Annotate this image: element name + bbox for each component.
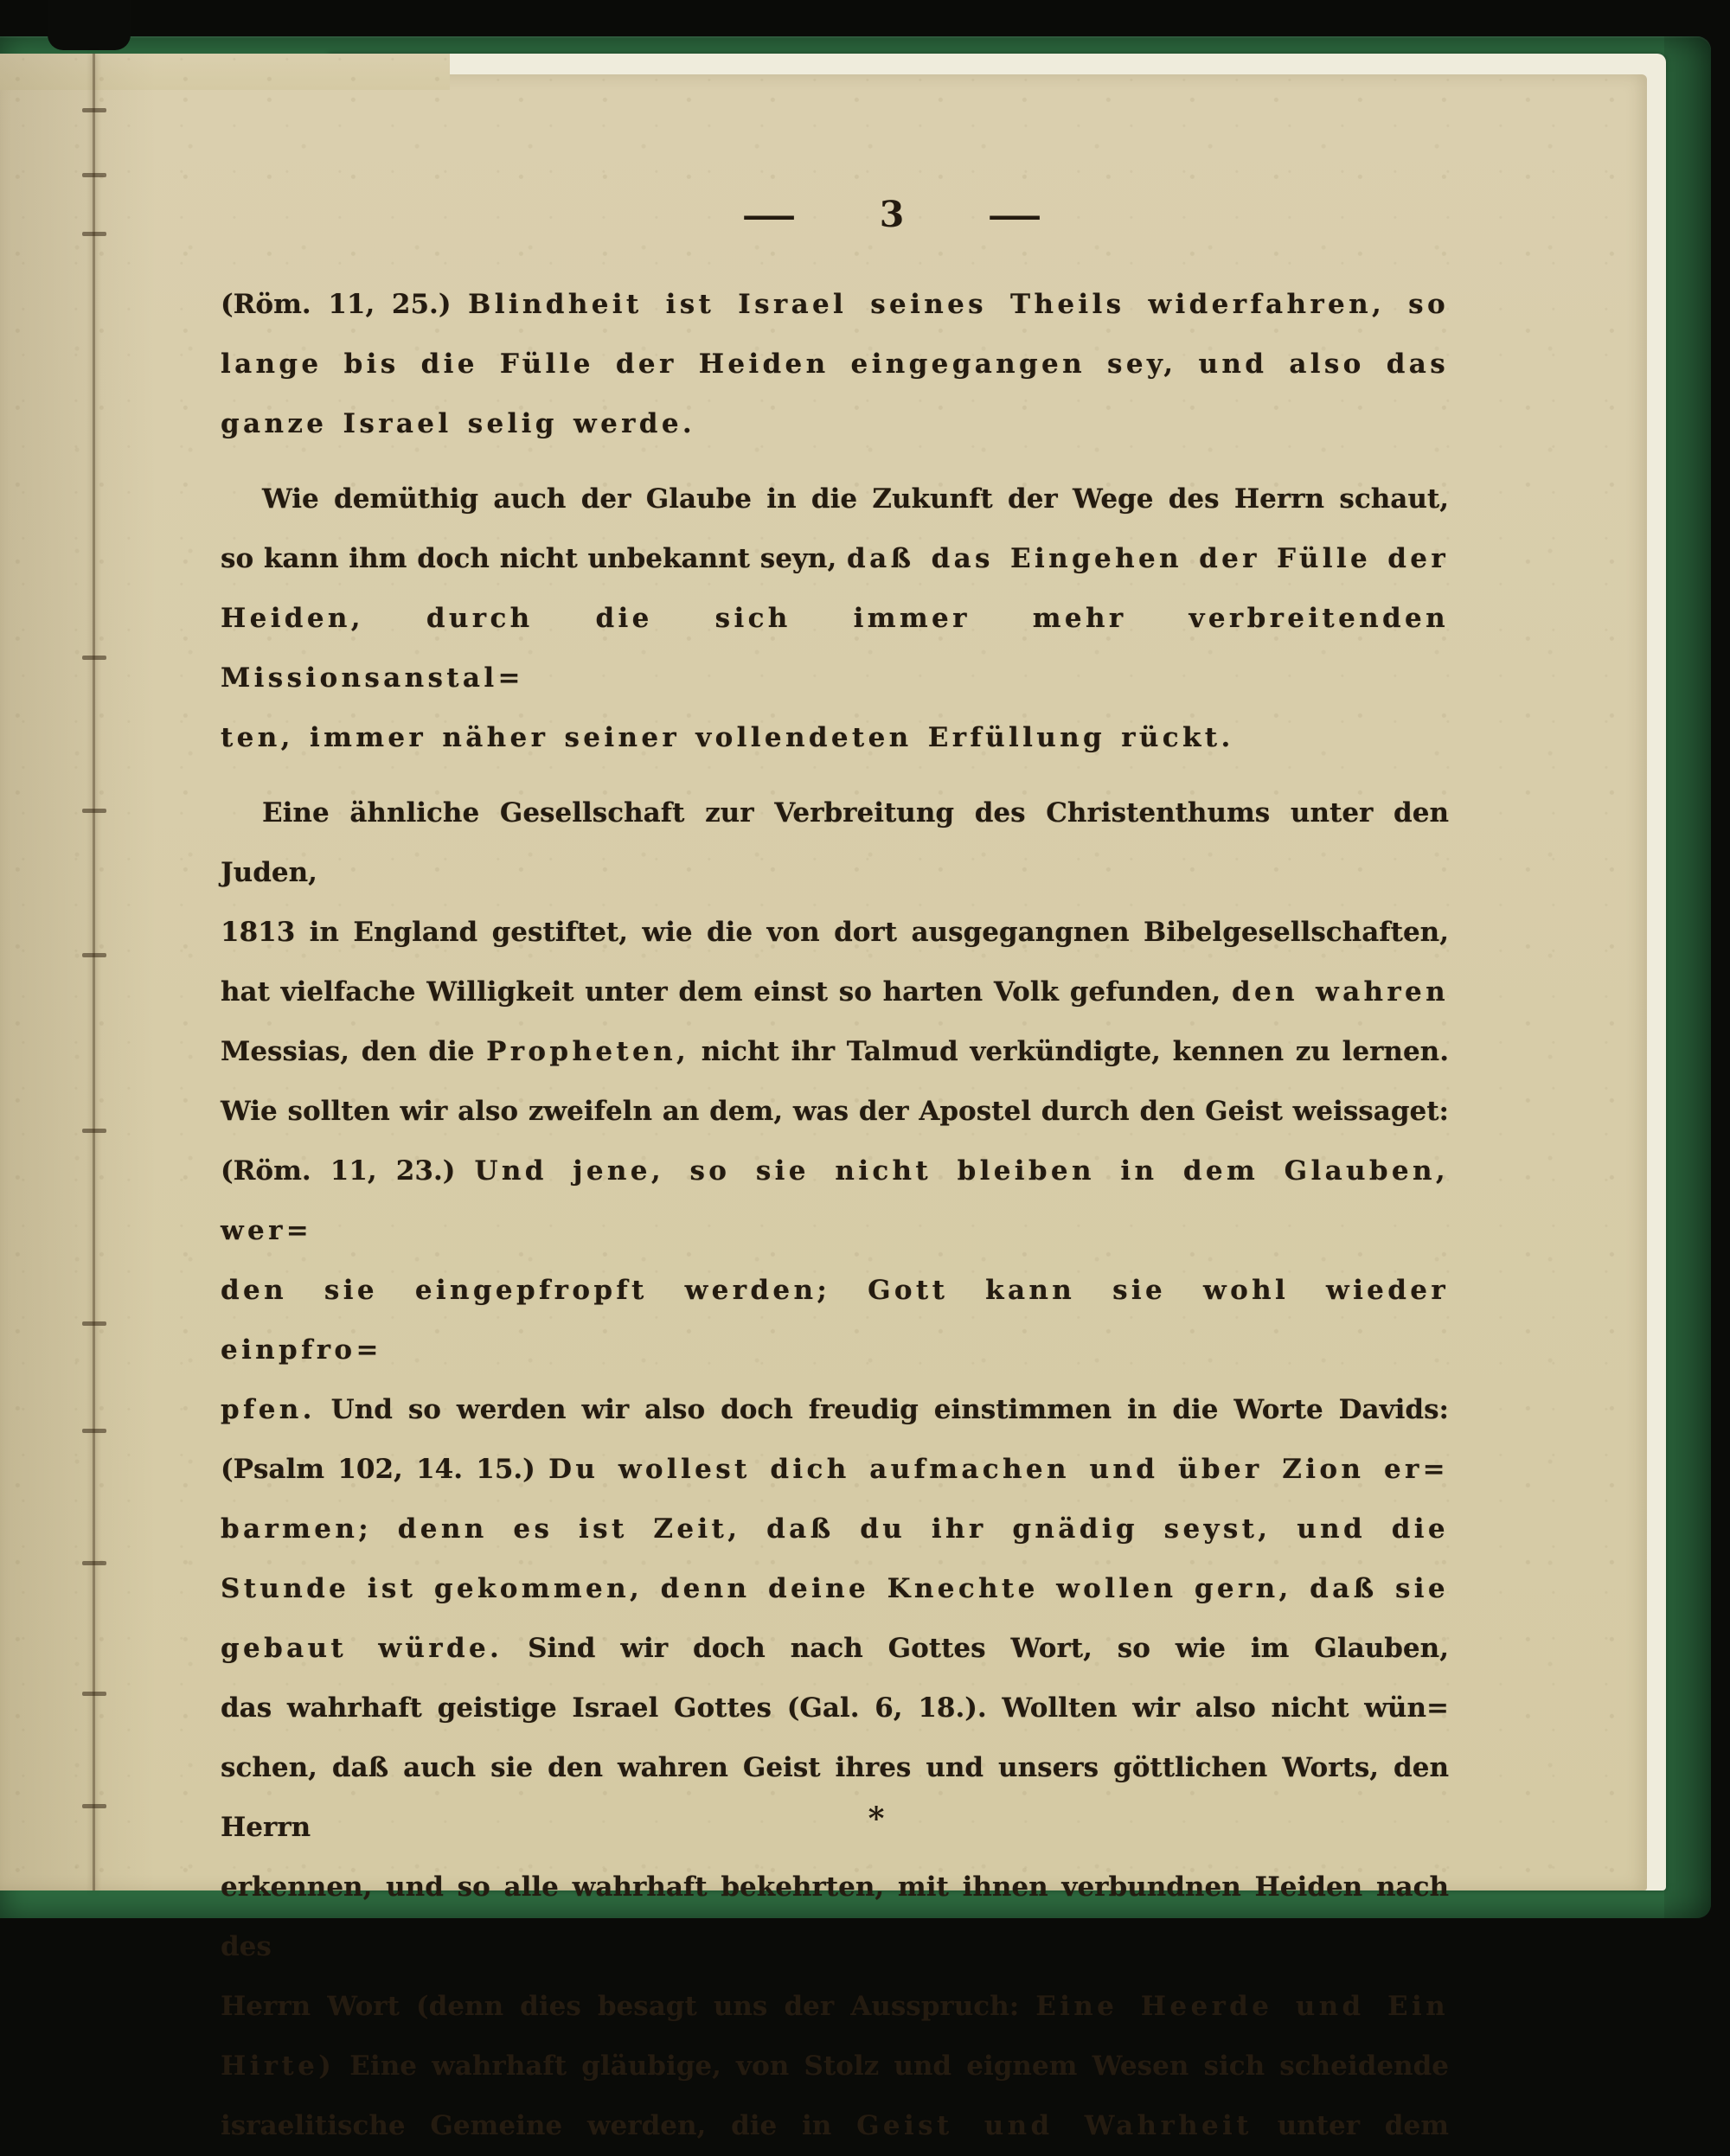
text-line [221, 708, 1449, 768]
text-line [221, 394, 1449, 454]
text-line [221, 1380, 1449, 1440]
paragraph-2 [221, 470, 1449, 768]
text-segment: Heiden, durch die sich immer mehr verbreitenden Missionsanstal= [221, 603, 1449, 694]
text-line [221, 1440, 1449, 1500]
text-segment: Messias, den die [221, 1036, 487, 1067]
text-segment: 1813 in England gestiftet, wie die von dort ausgegangnen Bibelgesellschaften, [221, 917, 1449, 948]
text-line [221, 1679, 1449, 1738]
text-segment: Stunde ist gekommen, denn deine Knechte wollen gern, daß sie [221, 1573, 1449, 1604]
text-line [221, 1500, 1449, 1559]
text-line [221, 470, 1449, 529]
text-segment: Eine Heerde und Ein [1035, 1991, 1450, 2022]
signature-mark-row [221, 1801, 1449, 1837]
stitch-mark [82, 173, 106, 177]
text-segment: erkennen, und so alle wahrhaft bekehrten, mit ihnen verbundnen Heiden nach des [221, 1871, 1449, 1962]
paragraph-1 [221, 275, 1449, 454]
page-number: 3 [879, 194, 905, 235]
text-line [221, 2037, 1449, 2096]
text-block [221, 275, 1449, 2156]
text-line [221, 589, 1449, 708]
text-line [221, 1738, 1449, 1858]
text-line [221, 1858, 1449, 1977]
text-line [221, 903, 1449, 963]
text-line [221, 1142, 1449, 1261]
text-segment: (Psalm 102, 14. 15.) [221, 1454, 549, 1485]
text-segment: hat vielfache Willigkeit unter dem einst so harten Volk gefunden, [221, 976, 1232, 1008]
stitch-mark [82, 1692, 106, 1696]
text-segment: Wie demüthig auch der Glaube in die Zukunft der Wege des Herrn schaut, [262, 483, 1449, 515]
text-line [221, 275, 1449, 335]
text-line [221, 1022, 1449, 1082]
text-segment: nicht ihr Talmud verkündigte, kennen zu lernen. [689, 1036, 1449, 1067]
stitch-mark [82, 1561, 106, 1565]
text-line [221, 784, 1449, 903]
signature-mark: * [868, 1801, 885, 1837]
text-segment: Du wollest dich aufmachen und über Zion er= [548, 1454, 1449, 1485]
text-segment: Geist und Wahrheit [856, 2110, 1253, 2141]
text-line [221, 1977, 1449, 2037]
text-segment: daß das Eingehen der Fülle der [847, 543, 1449, 574]
text-line [221, 2096, 1449, 2156]
text-segment: Eine ähnliche Gesellschaft zur Verbreitung des Christenthums unter den Juden, [221, 797, 1449, 888]
text-line [221, 1261, 1449, 1380]
text-segment: ganze Israel selig werde. [221, 408, 696, 439]
text-segment: lange bis die Fülle der Heiden eingegangen sey, und also das [221, 349, 1449, 380]
text-segment: (Röm. 11, 23.) [221, 1155, 475, 1187]
text-segment: barmen; denn es ist Zeit, daß du ihr gnädig seyst, und die [221, 1513, 1449, 1545]
paragraph-3 [221, 784, 1449, 2156]
stitch-mark [82, 232, 106, 236]
text-segment: Blindheit ist Israel seines Theils widerfahren, so [468, 289, 1449, 320]
text-segment: israelitische Gemeine werden, die in [221, 2110, 857, 2141]
text-segment: das wahrhaft geistige Israel Gottes (Gal. 6, 18.). Wollten wir also nicht wün= [221, 1692, 1449, 1724]
text-segment: den wahren [1231, 976, 1449, 1008]
text-segment: Wie sollten wir also zweifeln an dem, was der Apostel durch den Geist weissaget: [221, 1096, 1449, 1127]
stitch-mark [82, 809, 106, 813]
text-segment: schen, daß auch sie den wahren Geist ihres und unsers göttlichen Worts, den Herrn [221, 1752, 1449, 1843]
text-line [221, 963, 1449, 1022]
text-segment: (Röm. 11, 25.) [221, 289, 469, 320]
header-dash-left: — [740, 195, 798, 234]
text-segment: den sie eingepfropft werden; Gott kann sie wohl wieder einpfro= [221, 1275, 1449, 1366]
text-segment: Und so werden wir also doch freudig einstimmen in die Worte Davids: [315, 1394, 1449, 1425]
text-segment: gebaut würde. [221, 1633, 503, 1664]
text-line [221, 529, 1449, 589]
book-cover-edge-shade [1664, 36, 1711, 1918]
text-line [221, 1619, 1449, 1679]
binding-notch [48, 0, 131, 50]
text-segment: Herrn Wort (denn dies besagt uns der Ausspruch: [221, 1991, 1036, 2022]
text-line [221, 1082, 1449, 1142]
page-header [740, 194, 1043, 235]
text-segment: unter dem [1252, 2110, 1449, 2141]
text-segment: pfen. [221, 1394, 316, 1425]
text-segment: Sind wir doch nach Gottes Wort, so wie im Glauben, [503, 1633, 1449, 1664]
stitch-mark [82, 1129, 106, 1133]
stitch-mark [82, 1429, 106, 1433]
stitch-mark [82, 1804, 106, 1808]
binding-crease [93, 54, 95, 1890]
header-dash-right: — [986, 195, 1043, 234]
text-segment: Eine wahrhaft gläubige, von Stolz und eignem Wesen sich scheidende [335, 2050, 1449, 2082]
text-line [221, 335, 1449, 394]
text-segment: ten, immer näher seiner vollendeten Erfüllung rückt. [221, 722, 1234, 753]
stitch-mark [82, 953, 106, 957]
text-segment: Propheten, [486, 1036, 690, 1067]
text-segment: so kann ihm doch nicht unbekannt seyn, [221, 543, 848, 574]
text-segment: Hirte) [221, 2050, 336, 2082]
text-segment: Und jene, so sie nicht bleiben in dem Glauben, wer= [221, 1155, 1449, 1246]
stitch-mark [82, 1321, 106, 1326]
spine-shadow [0, 54, 156, 1890]
stitch-mark [82, 108, 106, 112]
stitch-mark [82, 656, 106, 660]
text-line [221, 1559, 1449, 1619]
